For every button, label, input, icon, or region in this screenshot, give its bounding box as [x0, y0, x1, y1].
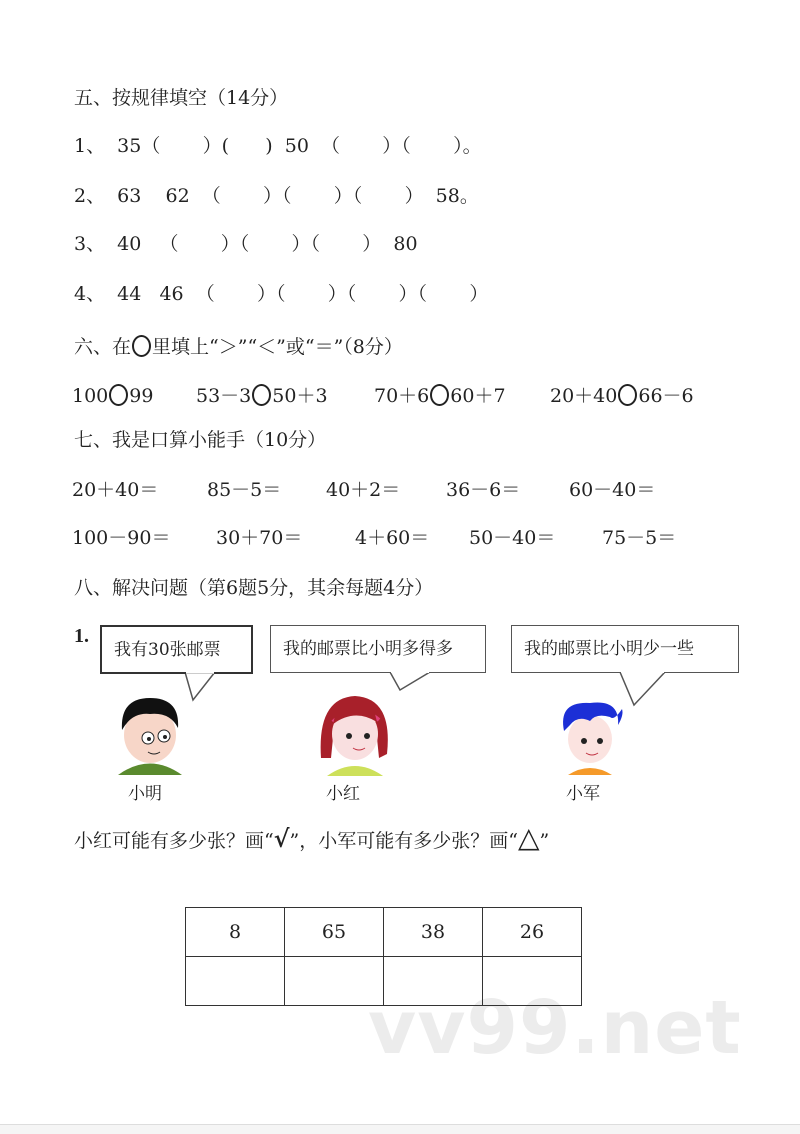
section5-item-4: 4、 44 46 （ ）（ ）（ ）（ ） — [74, 283, 489, 305]
check-icon: √ — [273, 824, 290, 853]
compare-left: 20＋40 — [550, 385, 618, 407]
watermark: vv99.net — [368, 985, 742, 1071]
calc: 40＋2＝ — [326, 479, 401, 501]
question-part: ”，小军可能有多少张？画“ — [289, 830, 518, 852]
compare-left: 100 — [72, 385, 109, 407]
calc: 50－40＝ — [469, 527, 556, 549]
table-value: 26 — [483, 908, 582, 957]
boy-xiaojun-illustration — [550, 695, 630, 775]
calc: 85－5＝ — [207, 479, 282, 501]
question-part: ” — [539, 830, 550, 852]
triangle-icon: △ — [517, 821, 540, 854]
section5-item-3: 3、 40 （ ）（ ）（ ） 80 — [74, 233, 418, 255]
name-xiaojun: 小军 — [566, 784, 600, 804]
answer-cell[interactable] — [186, 957, 285, 1006]
speech-bubble-xiaohong: 我的邮票比小明多得多 — [270, 625, 486, 673]
name-xiaohong: 小红 — [326, 784, 360, 804]
calc: 60－40＝ — [569, 479, 656, 501]
section5-title: 五、按规律填空（14分） — [74, 87, 289, 109]
compare-right: 50＋3 — [272, 385, 328, 407]
answer-cell[interactable] — [285, 957, 384, 1006]
question-number: 1. — [74, 625, 89, 647]
table-value: 8 — [186, 908, 285, 957]
name-xiaoming: 小明 — [128, 784, 162, 804]
boy-xiaoming-illustration — [110, 690, 190, 775]
calc: 4＋60＝ — [355, 527, 430, 549]
calc: 20＋40＝ — [72, 479, 159, 501]
calc: 75－5＝ — [602, 527, 677, 549]
compare-right: 60＋7 — [450, 385, 506, 407]
section8-title: 八、解决问题（第6题5分，其余每题4分） — [74, 577, 434, 599]
compare-right: 99 — [129, 385, 154, 407]
calc: 100－90＝ — [72, 527, 171, 549]
section7-title: 七、我是口算小能手（10分） — [74, 429, 327, 451]
compare-left: 70＋6 — [374, 385, 430, 407]
table-value: 38 — [384, 908, 483, 957]
girl-xiaohong-illustration — [315, 688, 395, 776]
calc: 30＋70＝ — [216, 527, 303, 549]
speech-bubble-xiaoming: 我有30张邮票 — [100, 625, 253, 674]
speech-bubble-xiaojun: 我的邮票比小明少一些 — [511, 625, 739, 673]
section5-item-2: 2、 63 62 （ ）（ ）（ ） 58。 — [74, 185, 479, 207]
title-pre: 六、在 — [74, 336, 132, 358]
answer-cell[interactable] — [483, 957, 582, 1006]
question-text — [74, 821, 550, 854]
calc: 36－6＝ — [446, 479, 521, 501]
question-part: 小红可能有多少张？画“ — [74, 830, 274, 852]
table-value: 65 — [285, 908, 384, 957]
answer-cell[interactable] — [384, 957, 483, 1006]
section5-item-1: 1、 35（ ）( ) 50 （ ）（ ）。 — [74, 135, 482, 157]
compare-left: 53－3 — [196, 385, 252, 407]
title-post: 里填上“＞”“＜”或“＝”（8分） — [152, 336, 403, 358]
compare-right: 66－6 — [638, 385, 694, 407]
answer-table — [185, 907, 582, 1006]
